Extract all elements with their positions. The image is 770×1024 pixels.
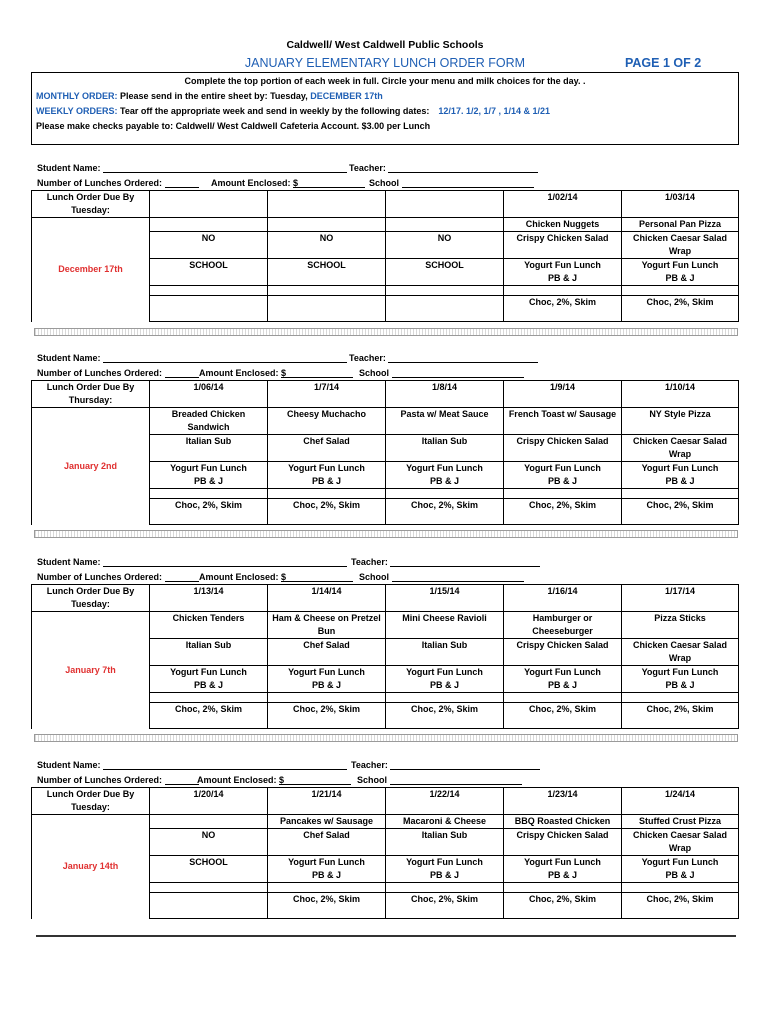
teacher-label: Teacher: [351, 557, 540, 567]
due-by-cell: Lunch Order Due By Tuesday: [32, 788, 150, 815]
weekly-orders-label: WEEKLY ORDERS: [36, 106, 118, 116]
yogurt-cell[interactable]: Yogurt Fun Lunch PB & J [150, 666, 268, 693]
school-label: School [369, 178, 534, 188]
student-name-label: Student Name: [37, 760, 347, 770]
school-field[interactable] [392, 572, 524, 582]
blank-cell [622, 489, 739, 499]
milk-cell[interactable]: Choc, 2%, Skim [386, 499, 504, 525]
yogurt-cell[interactable]: Yogurt Fun Lunch PB & J [150, 462, 268, 489]
lunches-ordered-field[interactable] [165, 775, 199, 785]
lunches-ordered-field[interactable] [165, 368, 199, 378]
yogurt-cell[interactable]: Yogurt Fun Lunch PB & J [386, 666, 504, 693]
milk-cell[interactable]: Choc, 2%, Skim [504, 703, 622, 729]
date-cell [268, 191, 386, 218]
alternate-cell[interactable]: Italian Sub [386, 639, 504, 666]
amount-enclosed-label: Amount Enclosed: $ [211, 178, 365, 188]
milk-cell[interactable] [268, 296, 386, 322]
monthly-order-text: Please send in the entire sheet by: Tuesday, [117, 91, 311, 101]
lunches-ordered-field[interactable] [165, 572, 199, 582]
yogurt-cell[interactable]: Yogurt Fun Lunch PB & J [622, 666, 739, 693]
lunches-ordered-label: Number of Lunches Ordered: [37, 368, 199, 378]
yogurt-cell[interactable]: Yogurt Fun Lunch PB & J [386, 856, 504, 883]
milk-cell[interactable]: Choc, 2%, Skim [504, 499, 622, 525]
blank-cell [386, 693, 504, 703]
milk-cell[interactable]: Choc, 2%, Skim [268, 893, 386, 919]
date-cell: 1/10/14 [622, 381, 739, 408]
amount-enclosed-label: Amount Enclosed: $ [197, 775, 351, 785]
alternate-cell[interactable]: Chicken Caesar Salad Wrap [622, 435, 739, 462]
yogurt-cell[interactable]: SCHOOL [150, 856, 268, 883]
tear-off-separator[interactable] [34, 530, 738, 538]
yogurt-cell[interactable]: Yogurt Fun Lunch PB & J [268, 856, 386, 883]
form-title: JANUARY ELEMENTARY LUNCH ORDER FORM [244, 56, 526, 70]
alternate-cell[interactable]: NO [268, 232, 386, 259]
date-cell: 1/22/14 [386, 788, 504, 815]
due-by-cell: Lunch Order Due By Tuesday: [32, 585, 150, 612]
due-date: January 14th [62, 861, 119, 872]
teacher-label: Teacher: [351, 760, 540, 770]
lunches-ordered-label: Number of Lunches Ordered: [37, 775, 199, 785]
alternate-cell[interactable]: Italian Sub [150, 639, 268, 666]
entree-cell[interactable]: Personal Pan Pizza [622, 218, 739, 232]
due-date: January 2nd [63, 460, 118, 471]
entree-cell[interactable]: BBQ Roasted Chicken [504, 815, 622, 829]
milk-cell[interactable]: Choc, 2%, Skim [504, 296, 622, 322]
blank-cell [622, 286, 739, 296]
yogurt-cell[interactable]: SCHOOL [150, 259, 268, 286]
blank-cell [504, 883, 622, 893]
milk-cell[interactable]: Choc, 2%, Skim [150, 499, 268, 525]
amount-enclosed-field[interactable]: $ [279, 775, 351, 785]
yogurt-cell[interactable]: SCHOOL [268, 259, 386, 286]
date-cell: 1/14/14 [268, 585, 386, 612]
blank-cell [268, 489, 386, 499]
teacher-field[interactable] [388, 163, 538, 173]
lunches-ordered-label: Number of Lunches Ordered: [37, 178, 199, 188]
weekly-orders-dates: 12/17. 1/2, 1/7 , 1/14 & 1/21 [438, 106, 551, 116]
blank-cell [268, 693, 386, 703]
blank-cell [504, 693, 622, 703]
due-date-cell [32, 815, 150, 919]
monthly-order-date: DECEMBER 17th [310, 91, 383, 101]
milk-cell[interactable] [150, 296, 268, 322]
entree-cell[interactable]: Pancakes w/ Sausage [268, 815, 386, 829]
entree-cell[interactable]: Pasta w/ Meat Sauce [386, 408, 504, 435]
milk-cell[interactable]: Choc, 2%, Skim [268, 703, 386, 729]
weekly-orders-line [36, 106, 550, 116]
entree-cell[interactable]: French Toast w/ Sausage [504, 408, 622, 435]
alternate-cell[interactable]: Chicken Caesar Salad Wrap [622, 232, 739, 259]
alternate-cell[interactable]: Chef Salad [268, 435, 386, 462]
teacher-field[interactable] [388, 353, 538, 363]
entree-cell[interactable] [150, 218, 268, 232]
entree-cell[interactable]: Stuffed Crust Pizza [622, 815, 739, 829]
student-name-field[interactable] [103, 760, 347, 770]
school-name: Caldwell/ West Caldwell Public Schools [286, 39, 484, 51]
week-3-menu-table [31, 584, 739, 729]
blank-cell [150, 693, 268, 703]
alternate-cell[interactable]: NO [386, 232, 504, 259]
amount-enclosed-label: Amount Enclosed: $ [199, 368, 353, 378]
school-field[interactable] [392, 368, 524, 378]
date-cell: 1/9/14 [504, 381, 622, 408]
due-date: December 17th [58, 264, 123, 275]
alternate-cell[interactable]: Italian Sub [150, 435, 268, 462]
amount-enclosed-label: Amount Enclosed: $ [199, 572, 353, 582]
alternate-cell[interactable]: Chicken Caesar Salad Wrap [622, 829, 739, 856]
entree-cell[interactable]: Ham & Cheese on Pretzel Bun [268, 612, 386, 639]
instructions-intro: Complete the top portion of each week in full. Circle your menu and milk choices for the day. . [184, 76, 586, 86]
milk-cell[interactable]: Choc, 2%, Skim [622, 296, 739, 322]
date-cell [386, 191, 504, 218]
school-label: School [359, 368, 524, 378]
date-cell: 1/20/14 [150, 788, 268, 815]
student-name-field[interactable] [103, 163, 347, 173]
milk-cell[interactable]: Choc, 2%, Skim [386, 893, 504, 919]
milk-cell[interactable]: Choc, 2%, Skim [622, 703, 739, 729]
entree-cell[interactable]: NY Style Pizza [622, 408, 739, 435]
blank-cell [268, 883, 386, 893]
blank-cell [386, 883, 504, 893]
teacher-label: Teacher: [349, 163, 538, 173]
alternate-cell[interactable]: Crispy Chicken Salad [504, 639, 622, 666]
date-cell: 1/13/14 [150, 585, 268, 612]
yogurt-cell[interactable]: Yogurt Fun Lunch PB & J [622, 259, 739, 286]
tear-off-separator[interactable] [34, 734, 738, 742]
entree-cell[interactable]: Hamburger or Cheeseburger [504, 612, 622, 639]
blank-cell [150, 883, 268, 893]
monthly-order-line [36, 91, 383, 101]
yogurt-cell[interactable]: Yogurt Fun Lunch PB & J [504, 259, 622, 286]
teacher-field[interactable] [390, 760, 540, 770]
school-label: School [357, 775, 522, 785]
entree-cell[interactable] [150, 815, 268, 829]
blank-cell [150, 489, 268, 499]
lunches-ordered-label: Number of Lunches Ordered: [37, 572, 199, 582]
school-field[interactable] [390, 775, 522, 785]
student-name-label: Student Name: [37, 353, 347, 363]
weekly-orders-text: Tear off the appropriate week and send in weekly by the following dates: [117, 106, 430, 116]
due-date-cell [32, 612, 150, 729]
date-cell: 1/02/14 [504, 191, 622, 218]
entree-cell[interactable]: Breaded Chicken Sandwich [150, 408, 268, 435]
amount-enclosed-field[interactable]: $ [293, 178, 365, 188]
date-cell: 1/7/14 [268, 381, 386, 408]
date-cell: 1/06/14 [150, 381, 268, 408]
student-name-label: Student Name: [37, 163, 347, 173]
blank-cell [268, 286, 386, 296]
amount-enclosed-field[interactable]: $ [281, 572, 353, 582]
milk-cell[interactable]: Choc, 2%, Skim [622, 893, 739, 919]
milk-cell[interactable]: Choc, 2%, Skim [150, 703, 268, 729]
blank-cell [386, 489, 504, 499]
week-4-menu-table [31, 787, 739, 919]
blank-cell [622, 883, 739, 893]
alternate-cell[interactable]: Chicken Caesar Salad Wrap [622, 639, 739, 666]
date-cell: 1/21/14 [268, 788, 386, 815]
milk-cell[interactable]: Choc, 2%, Skim [622, 499, 739, 525]
due-date-cell [32, 218, 150, 322]
due-by-cell: Lunch Order Due By Thursday: [32, 381, 150, 408]
lunches-ordered-field[interactable] [165, 178, 199, 188]
week-2-menu-table [31, 380, 739, 525]
blank-cell [622, 693, 739, 703]
blank-cell [504, 489, 622, 499]
entree-cell[interactable] [386, 218, 504, 232]
yogurt-cell[interactable]: Yogurt Fun Lunch PB & J [504, 856, 622, 883]
blank-cell [386, 286, 504, 296]
alternate-cell[interactable]: Crispy Chicken Salad [504, 435, 622, 462]
milk-cell[interactable]: Choc, 2%, Skim [504, 893, 622, 919]
date-cell: 1/8/14 [386, 381, 504, 408]
yogurt-cell[interactable]: Yogurt Fun Lunch PB & J [622, 856, 739, 883]
entree-cell[interactable]: Pizza Sticks [622, 612, 739, 639]
school-label: School [359, 572, 524, 582]
alternate-cell[interactable]: Italian Sub [386, 829, 504, 856]
date-cell: 1/15/14 [386, 585, 504, 612]
milk-cell[interactable] [386, 296, 504, 322]
student-name-label: Student Name: [37, 557, 347, 567]
teacher-field[interactable] [390, 557, 540, 567]
yogurt-cell[interactable]: Yogurt Fun Lunch PB & J [268, 462, 386, 489]
date-cell: 1/03/14 [622, 191, 739, 218]
entree-cell[interactable]: Mini Cheese Ravioli [386, 612, 504, 639]
alternate-cell[interactable]: NO [150, 232, 268, 259]
entree-cell[interactable] [268, 218, 386, 232]
due-by-cell: Lunch Order Due By Tuesday: [32, 191, 150, 218]
date-cell [150, 191, 268, 218]
alternate-cell[interactable]: NO [150, 829, 268, 856]
page-number: PAGE 1 OF 2 [625, 56, 702, 70]
blank-cell [150, 286, 268, 296]
student-name-field[interactable] [103, 353, 347, 363]
date-cell: 1/17/14 [622, 585, 739, 612]
yogurt-cell[interactable]: SCHOOL [386, 259, 504, 286]
entree-cell[interactable]: Macaroni & Cheese [386, 815, 504, 829]
teacher-label: Teacher: [349, 353, 538, 363]
alternate-cell[interactable]: Chef Salad [268, 829, 386, 856]
date-cell: 1/16/14 [504, 585, 622, 612]
due-date: January 7th [65, 664, 116, 675]
alternate-cell[interactable]: Chef Salad [268, 639, 386, 666]
yogurt-cell[interactable]: Yogurt Fun Lunch PB & J [504, 666, 622, 693]
monthly-order-label: MONTHLY ORDER: [36, 91, 118, 101]
blank-cell [504, 286, 622, 296]
checks-payable-line: Please make checks payable to: Caldwell/ West Caldwell Cafeteria Account. $3.00 per Lunch [36, 121, 431, 131]
alternate-cell[interactable]: Crispy Chicken Salad [504, 829, 622, 856]
entree-cell[interactable]: Chicken Nuggets [504, 218, 622, 232]
milk-cell[interactable]: Choc, 2%, Skim [268, 499, 386, 525]
alternate-cell[interactable]: Italian Sub [386, 435, 504, 462]
date-cell: 1/23/14 [504, 788, 622, 815]
milk-cell[interactable] [150, 893, 268, 919]
alternate-cell[interactable]: Crispy Chicken Salad [504, 232, 622, 259]
yogurt-cell[interactable]: Yogurt Fun Lunch PB & J [268, 666, 386, 693]
week-1-menu-table [31, 190, 739, 322]
due-date-cell [32, 408, 150, 525]
date-cell: 1/24/14 [622, 788, 739, 815]
milk-cell[interactable]: Choc, 2%, Skim [386, 703, 504, 729]
yogurt-cell[interactable]: Yogurt Fun Lunch PB & J [622, 462, 739, 489]
yogurt-cell[interactable]: Yogurt Fun Lunch PB & J [386, 462, 504, 489]
entree-cell[interactable]: Chicken Tenders [150, 612, 268, 639]
yogurt-cell[interactable]: Yogurt Fun Lunch PB & J [504, 462, 622, 489]
entree-cell[interactable]: Cheesy Muchacho [268, 408, 386, 435]
student-name-field[interactable] [103, 557, 347, 567]
school-field[interactable] [402, 178, 534, 188]
footer-divider [36, 935, 736, 937]
tear-off-separator[interactable] [34, 328, 738, 336]
amount-enclosed-field[interactable]: $ [281, 368, 353, 378]
